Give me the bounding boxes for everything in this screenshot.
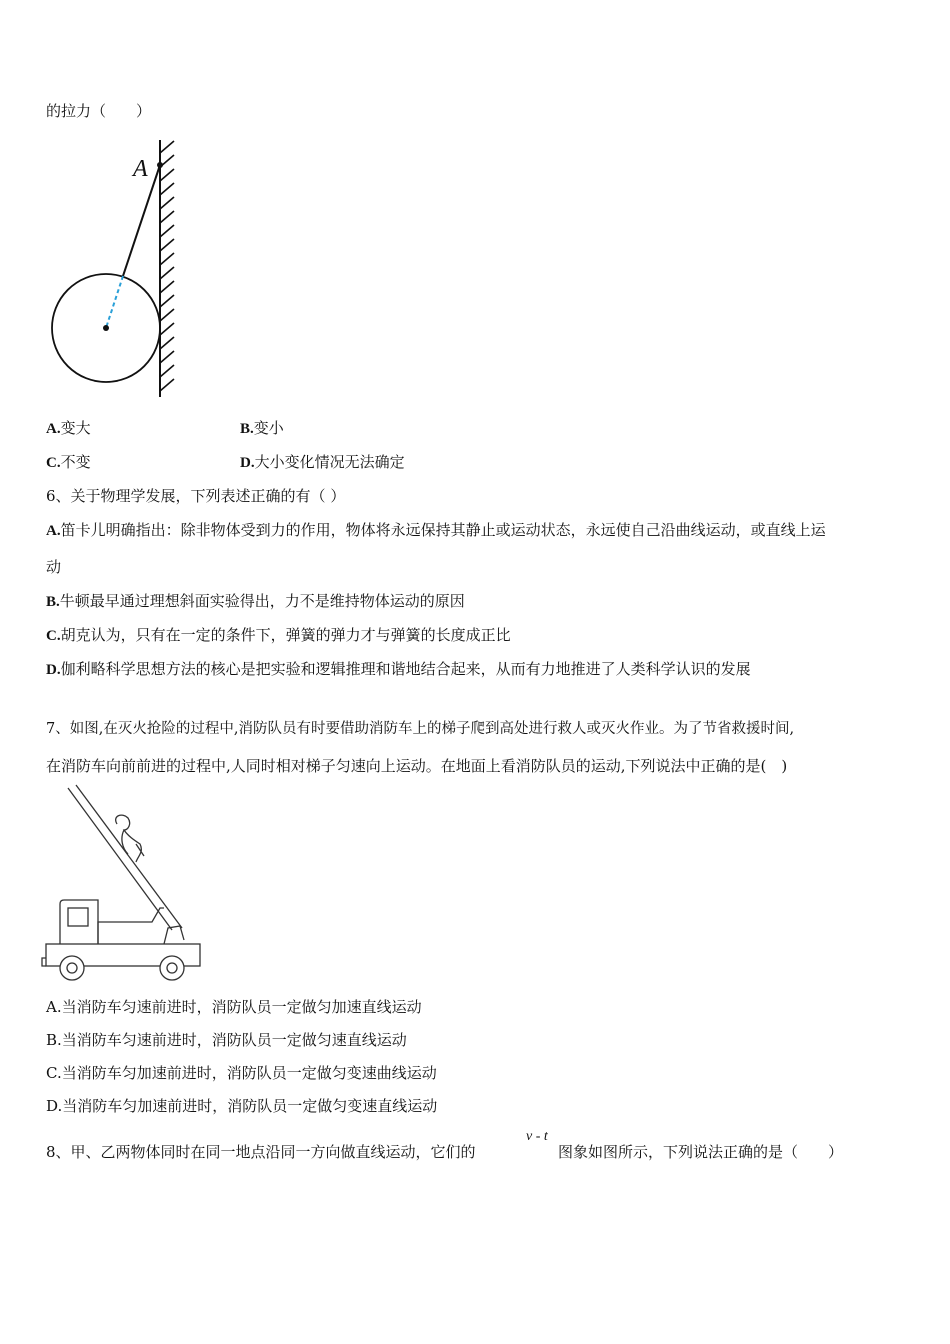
q8-vt-symbol: v - t <box>526 1129 548 1144</box>
front-wheel <box>60 956 84 980</box>
firefighter <box>116 815 144 862</box>
q6-option-a: A.笛卡儿明确指出：除非物体受到力的作用，物体将永远保持其静止或运动状态，永远使自己沿曲线运动，或直线上运 <box>46 521 826 539</box>
q5-option-b: B.变小 <box>240 419 284 437</box>
q6-option-d: D.伽利略科学思想方法的核心是把实验和逻辑推理和谐地结合起来，从而有力地推进了人类科学认识的发展 <box>46 660 751 678</box>
ladder-rail <box>68 788 172 930</box>
q7-option-b: B.当消防车匀速前进时，消防队员一定做匀速直线运动 <box>46 1031 407 1049</box>
q7-stem-line2: 在消防车向前前进的过程中,人同时相对梯子匀速向上运动。在地面上看消防队员的运动,下列说法中正确的是( ) <box>46 757 788 775</box>
ladder-mount <box>164 926 184 944</box>
q5-option-d: D.大小变化情况无法确定 <box>240 453 405 471</box>
q8-stem-pre: 8、甲、乙两物体同时在同一地点沿同一方向做直线运动，它们的 <box>46 1143 476 1161</box>
ladder-rail <box>76 785 182 928</box>
q6-option-c: C.胡克认为，只有在一定的条件下，弹簧的弹力才与弹簧的长度成正比 <box>46 626 511 644</box>
q6-option-a-cont: 动 <box>46 558 62 576</box>
truck-cab <box>60 900 98 944</box>
point-a-label: A <box>133 156 148 182</box>
q5-option-c: C.不变 <box>46 453 91 471</box>
q7-option-c: C.当消防车匀加速前进时，消防队员一定做匀变速曲线运动 <box>46 1064 437 1082</box>
q5-figure <box>40 135 190 405</box>
q7-option-d: D.当消防车匀加速前进时，消防队员一定做匀变速直线运动 <box>46 1097 438 1115</box>
q5-stem-tail: 的拉力（ ） <box>46 102 152 120</box>
q6-stem: 6、关于物理学发展，下列表述正确的有（ ） <box>46 487 346 505</box>
q7-stem-line1: 7、如图,在灭火抢险的过程中,消防队员有时要借助消防车上的梯子爬到高处进行救人或灭火作业。为了节省救援时间, <box>46 721 795 737</box>
cab-window <box>68 908 88 926</box>
rear-wheel <box>160 956 184 980</box>
q8-stem-post: 图象如图所示，下列说法正确的是（ ） <box>558 1143 844 1161</box>
q7-figure <box>40 782 210 987</box>
wall-hatching <box>160 141 174 391</box>
q6-option-b: B.牛顿最早通过理想斜面实验得出，力不是维持物体运动的原因 <box>46 592 465 610</box>
rope-extension <box>106 276 123 328</box>
ladder-base <box>98 908 164 944</box>
point-a <box>157 162 163 168</box>
q5-option-a: A.变大 <box>46 419 91 437</box>
q7-option-a: A.当消防车匀速前进时，消防队员一定做匀加速直线运动 <box>46 998 422 1016</box>
ball-center <box>103 325 109 331</box>
